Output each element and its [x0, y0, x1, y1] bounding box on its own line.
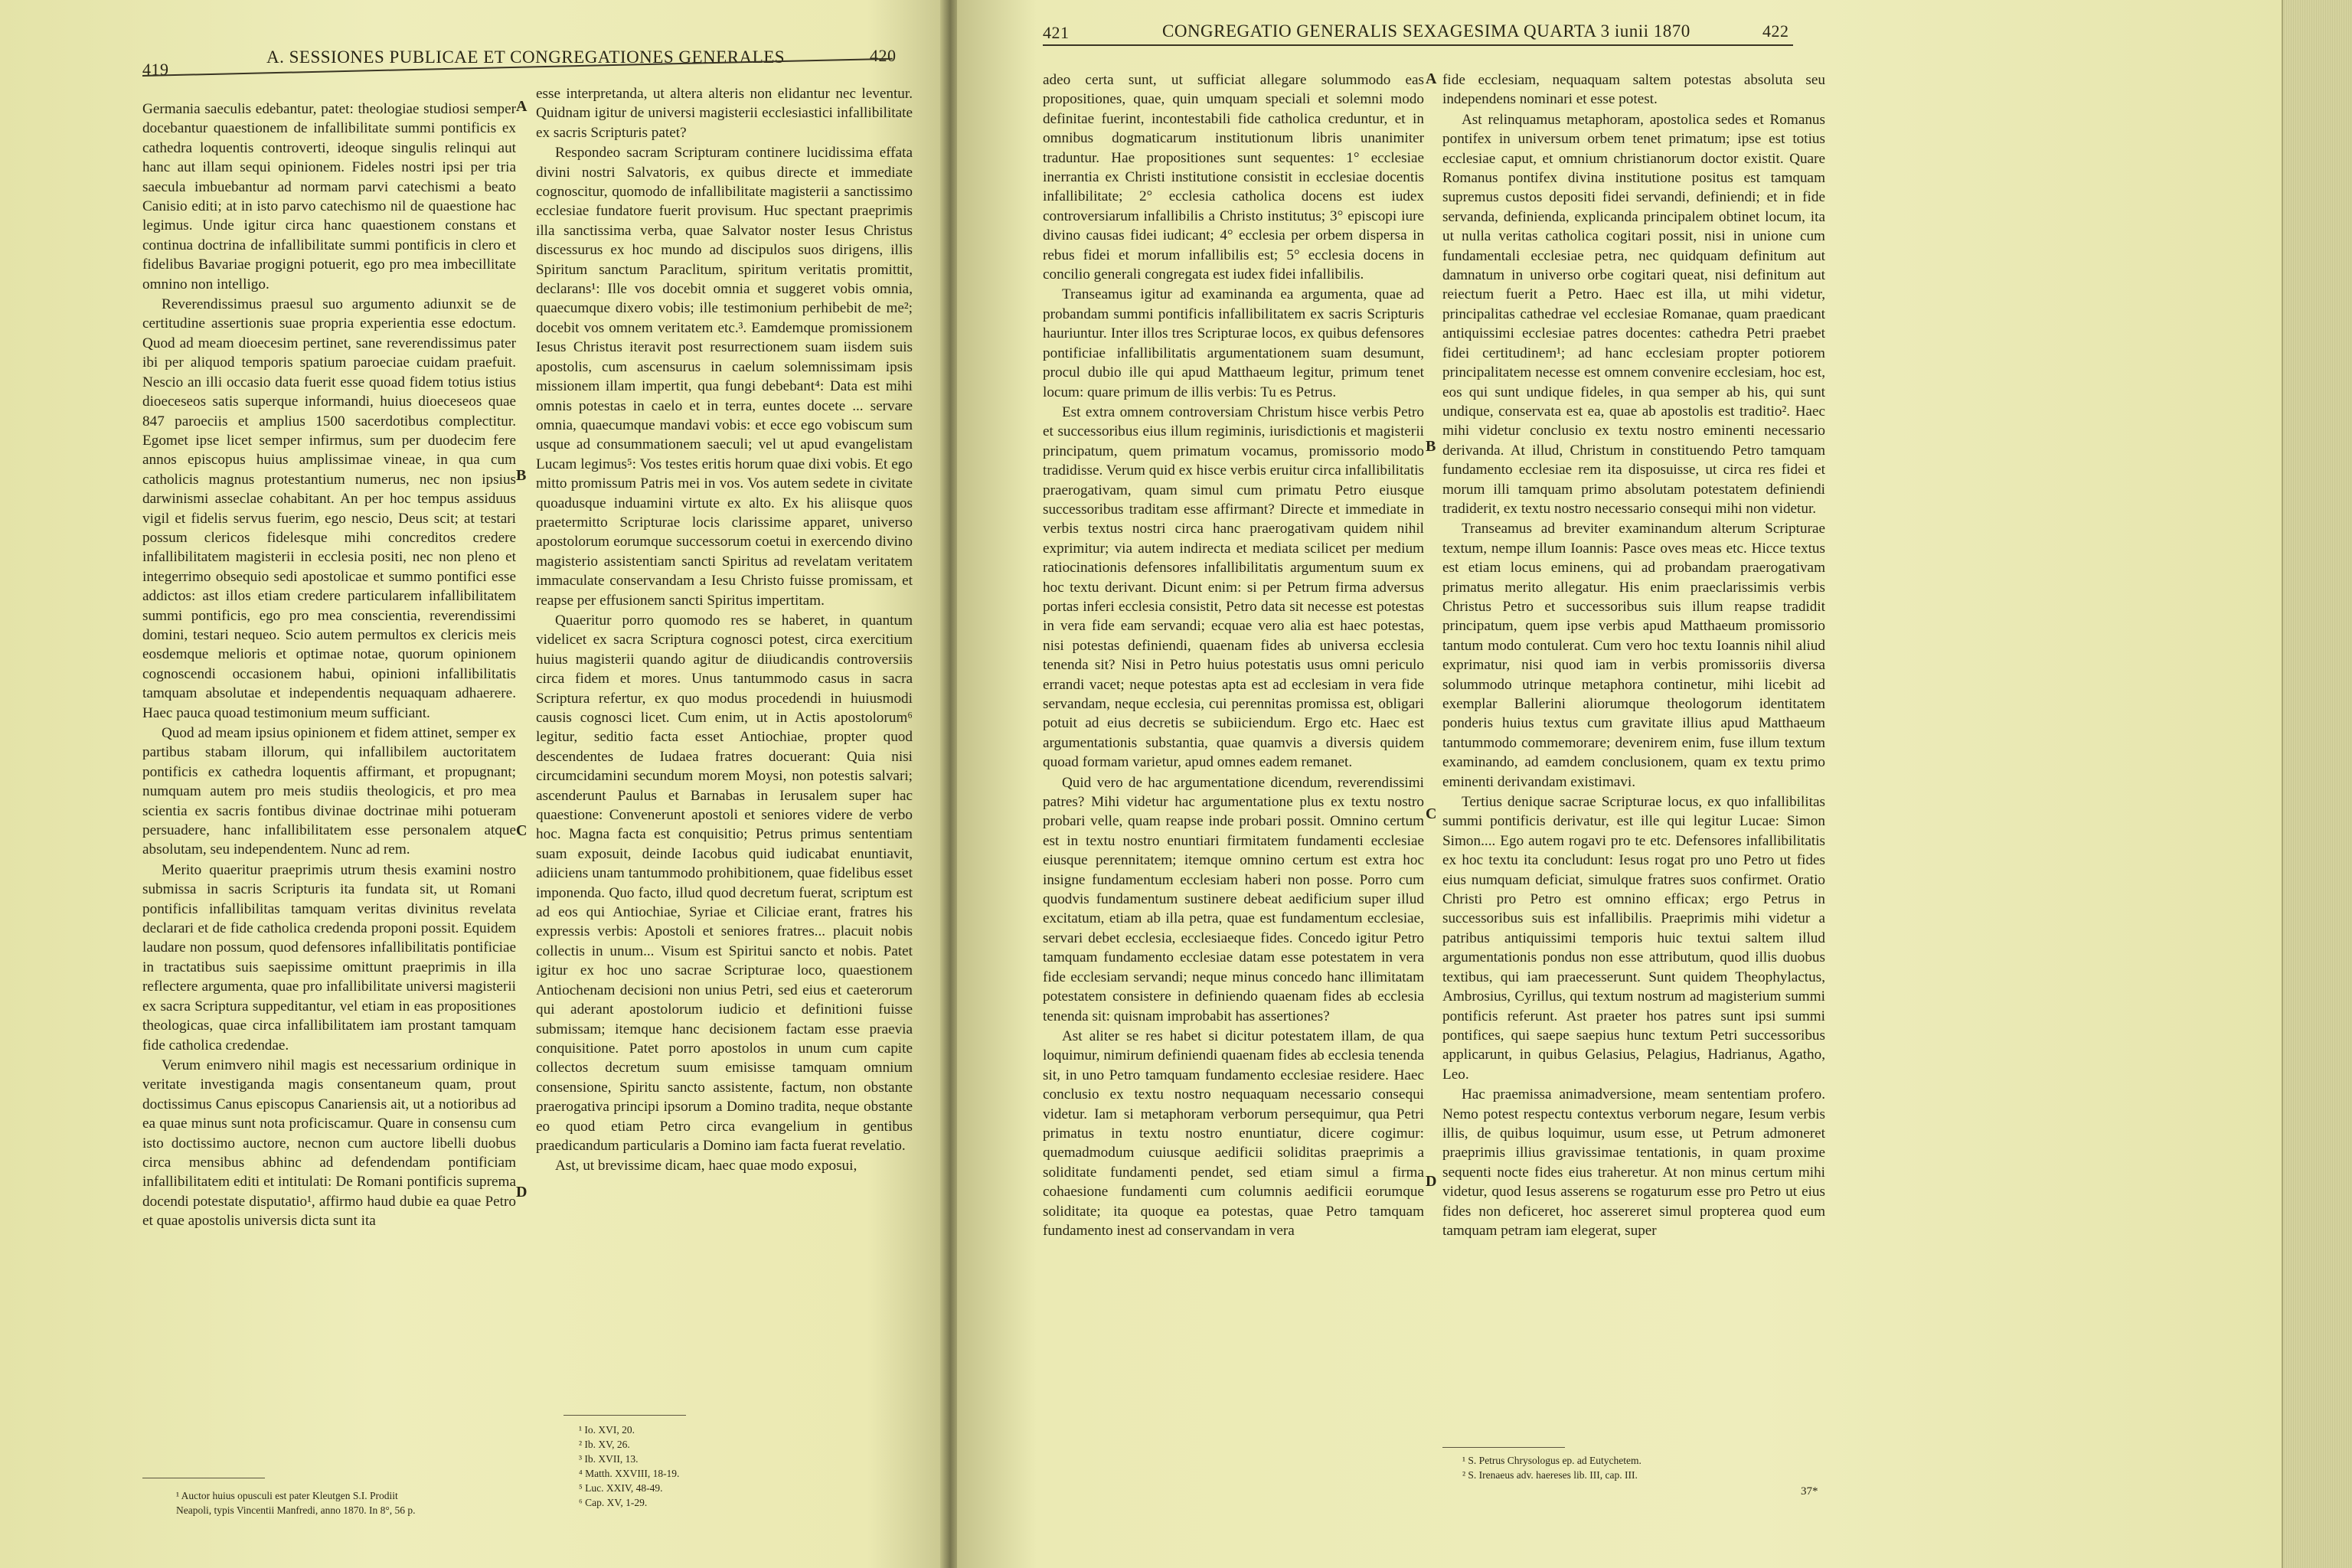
paragraph: esse interpretanda, ut altera alteris non elidantur nec leventur. Quidnam igitur de universi magisterii ecclesiastici infallibilitate ex sacris Scripturis patet? — [536, 86, 913, 141]
signature-mark: 37* — [1801, 1485, 1818, 1498]
paragraph: Reverendissimus praesul suo argumento adiunxit se de certitudine assertionis suae propria experientia esse edoctum. Quod ad meam dioecesim pertinet, sane reverendissimus pater ibi per aliquod temporis spatium paroeciae cuidam praefuit. Nescio an illi occasio data fuerit esse quoad fidem totius istius dioeceseos satis superque informandi, huius dioeceseos quae 847 paroeciis et amplius 1500 sacerdotibus complectitur. Egomet ipse licet semper infirmus, sum per duodecim fere annos episcopus huius amplissimae vineae, in qua cum catholicis magnus protestantium numerus, nec non ipsius darwinismi asseclae cohabitant. An per hoc tempus assiduus vigil et fidelis servus fuerim, ego nescio, Deus scit; at testari possum clericos fidelesque mihi concreditos credere infallibilitatem magisterii in ecclesia positi, nec non pleno et integerrimo obsequio sedi apostolicae et summo pontifici esse addictos: ast illos etiam credere particularem infallibilitatem summi pontificis, ego pro mea conscientia, reverendissimi domini, testari nequeo. Scio autem permultos ex clericis meis eosdemque melioris et optimae notae, quorum opinionem cognoscendi occasionem habui, opinioni infallibilitatis tamquam absolutae et independentis nequaquam adhaerere. Haec pauca quoad testimonium meum sufficiant. — [142, 296, 516, 721]
paragraph: Verum enimvero nihil magis est necessarium ordinique in veritate investiganda magis consentaneum quam, prout doctissimus Canus episcopus Canariensis ait, ut a notioribus ad ea quae minus sunt nota proficiscamur. Quare in consensu cum isto doctissimo auctore, necnon cum auctore libelli duobus circa mensibus abhinc ad defendendam pontificiam infallibilitatem editi et intitulati: De Romani pontificis suprema docendi potestate disputatio¹, affirmo haud dubie ea quae Petro et quae apostolis universis dicta sunt ita — [142, 1057, 516, 1230]
text-column-1 — [142, 100, 516, 1462]
paragraph: Ast aliter se res habet si dicitur potestatem illam, de qua loquimur, nimirum definiendi quaenam fides ab ecclesia tenenda sit, in uno Petro tamquam fundamento ecclesiae residere. Haec conclusio ex textu nostro nequaquam necessario consequi videtur. Iam si metaphoram verborum persequimur, qua Petri primatus in textu nostro enuntiatur, dicere cogimur: quemadmodum cuiusque aedificii soliditas praeprimis a soliditate fundamenti pendet, sed etiam simul a firma cohaesione fundamenti cum columnis aedificii eorumque soliditate; ita quoque ea potestas, quae Petro tamquam fundamento inest ad conservandam in vera — [1043, 1027, 1424, 1239]
page-number-421: 421 — [1043, 23, 1070, 42]
paragraph: Ast relinquamus metaphoram, apostolica sedes et Romanus pontifex in universum orbem tenet primatum; ipse est totius ecclesiae caput, et omnium christianorum doctor existit. Quare Romanus pontifex divina institutione positus est tamquam supremus custos depositi fidei servandi, definiendi; et in fide servanda, definienda, explicanda principalem obtinet locum, ita ut nulla veritas catholica cogitari possit, nisi in unione cum fundamentali ecclesiae petra, nec quidquam definitum aut damnatum in universo orbe cogitari queat, nisi definitum aut reiectum fuerit a Petro. Haec est illa, ut mihi videtur, principalitas cathedrae vel ecclesiae Romanae, quam praedicant antiquissimi ecclesiae patres docentes: cathedra Petri praebet fidei certitudinem¹; ad hanc ecclesiam propter potiorem principalitatem necesse est omnem convenire ecclesiam, hoc est, eos qui sunt undique fideles, in qua semper ab his, qui sunt undique, conservata est ea, quae ab apostolis est traditio². Haec mihi videtur conclusio ex textu nostro eminenti necessario derivanda. At illud, Christum in constituendo Petro tamquam fundamento ecclesiae rem ita disposuisse, ut circa res fidei et morum illi tamquam primo absolutam potestatem definiendi tradiderit, ex textu nostro necessario consequi mihi non videtur. — [1442, 111, 1825, 517]
page-edges — [2282, 0, 2352, 1568]
footnote-line: ¹ Auctor huius opusculi est pater Kleutgen S.I. Prodiit — [176, 1490, 398, 1501]
footnote-rule-col2 — [564, 1415, 686, 1416]
paragraph: Quaeritur porro quomodo res se haberet, in quantum videlicet ex sacra Scriptura cognosci potest, circa exercitium huius magisterii quando agitur de diiudicandis controversiis circa fidem et mores. Unus tantummodo casus in sacra Scriptura refertur, ex quo modus procedendi in huiusmodi causis cognosci licet. Cum enim, ut in Actis apostolorum⁶ legitur, seditio facta esset Antiochiae, propter quod descendentes de Iudaea fratres docuerant: Quia nisi circumcidamini secundum morem Moysi, non potestis salvari; ascenderunt Paulus et Barnabas in Ierusalem super hac quaestione: Convenerunt apostoli et seniores videre de verbo hoc. Magna facta est conquisitio; Petrus primus sententiam suam exposuit, deinde Iacobus quid iudicabat enuntiavit, adiiciens unam tantummodo prohibitionem, quae fidelibus esset imponenda. Quo facto, illud quod decretum fuerat, scriptum est ad eos qui Antiochiae, Syriae et Ciliciae erant, fratres his expressis verbis: Apostoli et seniores fratres... placuit nobis collectis in unum... Visum est Spiritui sancto et nobis. Patet igitur ex hoc uno sacrae Scripturae loco, quaestionem Antiochenam decisioni non unius Petri, sed eius et caeterorum qui aderant apostolorum iudicio et definitioni fuisse submissam; itemque hanc decisionem factam esse praevia conquisitione. Patet porro apostolos in unum cum capite collectos decretum suum emisisse tamquam omnium consensione, Spiritu sancto assistente, factum, non obstante praerogativa principi ipsorum a Domino tradita, neque obstante eo quod etiam Petro circa evangelium in gentibus praedicandum particularis a Domino iam facta fuerat revelatio. — [536, 612, 913, 1154]
running-head-right: CONGREGATIO GENERALIS SEXAGESIMA QUARTA 3 iunii 1870 — [1162, 21, 1690, 41]
paragraph: Merito quaeritur praeprimis utrum thesis examini nostro submissa in sacris Scripturis ita fundata sit, ut Romani pontificis infallibilitas tamquam veritas divinitus revelata declarari et de fide catholica credenda proponi possit. Equidem laudare non possum, quod defensores infallibilitatis pontificiae in tractatibus suis saepissime omittunt praeprimis in illa reflectere argumenta, quae pro infallibilitate universi magisterii ex sacra Scriptura suppeditantur, vel etiam in eas propositiones theologicas, quae circa infallibilitatem iam prostant tamquam fide catholica credendae. — [142, 861, 516, 1054]
section-marker-d: D — [1426, 1173, 1437, 1190]
section-marker-b: B — [1426, 438, 1436, 455]
header-rule-right — [1043, 44, 1793, 46]
footnote-line: ¹ S. Petrus Chrysologus ep. ad Eutychetem. — [1462, 1455, 1642, 1466]
section-marker-b: B — [516, 467, 527, 484]
paragraph: fide ecclesiam, nequaquam saltem potestas absoluta seu independens nominari et esse potest. — [1442, 72, 1825, 108]
section-marker-d: D — [516, 1184, 528, 1200]
section-marker-c: C — [516, 822, 528, 839]
paragraph: Quod ad meam ipsius opinionem et fidem attinet, semper ex partibus stabam illorum, qui infallibilem auctoritatem pontificis ex cathedra loquentis affirmant, et propugnant; numquam autem pro meis studiis theologicis, et pro mea scientia ex sacris fontibus divinae doctrinae mihi potueram persuadere, hanc infallibilitatem esse personalem atque absolutam, seu independentem. Nunc ad rem. — [142, 725, 516, 858]
section-marker-c: C — [1426, 805, 1437, 822]
left-page — [0, 0, 943, 1568]
right-page — [957, 0, 2282, 1568]
paragraph: Est extra omnem controversiam Christum hisce verbis Petro et successoribus eius illum regiminis, iurisdictionis et magisterii principatum, quem primatum vocamus, promissorio modo tradidisse. Verum quid ex hisce verbis eruitur circa infallibilitatis praerogativam, quam simul cum primatu Petro eiusque successoribus traditam esse affirmant? Directe et immediate in verbis textus nostri circa hanc praerogativam quidem nihil exprimitur; via autem indirecta et mediata scilicet per medium ratiocinationis defensores infallibilitatis argumentum suum ex hoc textu derivant. Dicunt enim: si per Petrum firma adversus portas inferi ecclesia consistit, Petro data sit necesse est potestas in vera fide eam servandi; ecquae vero alia est haec potestas, nisi potestas definiendi, quaenam fides ab universa ecclesia tenenda sit? Nisi in Petro huius potestatis usus omni periculo errandi vacet; neque potestas apta est ad ecclesiam in vera fide servandam, neque ecclesia, cui perennitas promissa est, obligari potuit ad eius decretis se subiiciendum. Ergo etc. Haec est argumentationis substantia, quae quamvis a diversis quidem quoad formam varietur, apud omnes eadem remanet. — [1043, 403, 1424, 771]
footnote-col1 — [176, 1488, 416, 1517]
footnote-line: ¹ Io. XVI, 20. — [579, 1424, 635, 1436]
footnote-line: ⁵ Luc. XXIV, 48-49. — [579, 1482, 663, 1494]
page-number-419: 419 — [142, 60, 169, 79]
footnote-rule-right — [1442, 1447, 1565, 1448]
footnote-line: ⁴ Matth. XXVIII, 18-19. — [579, 1468, 680, 1479]
paragraph: Quid vero de hac argumentatione dicendum, reverendissimi patres? Mihi videtur hac argumentatione plus ex textu nostro probari velle, quam reapse inde probari possit. Omnino certum est in textu nostro enuntiari firmitatem fundamenti ecclesiae eiusque perennitatem; itemque omnino certum est extra hoc insigne fundamentum ecclesiam haberi non posse. Porro cum quodvis fundamentum sustinere debeat aedificium super illud excitatum, etiam ab illa petra, quae est fundamentum ecclesiae, servari debet ecclesia, ecclesiaeque fides. Concedo igitur Petro tamquam fundamento ecclesiae datam esse potestatem in vera fide ecclesiam servandi; neque minus concedo hanc illimitatam potestatem consistere in definiendo quaenam fides ab ecclesia tenenda sit: quisnam improbabit has assertiones? — [1043, 774, 1424, 1024]
footnote-line: ⁶ Cap. XV, 1-29. — [579, 1497, 648, 1508]
paragraph: Germania saeculis edebantur, patet: theologiae studiosi semper docebantur quaestionem de infallibilitate summi pontificis ex cathedra loquentis controverti, ideoque singulis relinqui aut hanc aut illam sequi opinionem. Fideles nostri ipsi per tria saecula imbuebantur ad normam parvi catechismi a beato Canisio editi; at in isto parvo catechismo nil de quaestione hac legimus. Unde igitur circa hanc quaestionem constans et continua doctrina de infallibilitate summi pontificis in clero et fidelibus Bavariae progigni potuerit, ego pro mea imbecillitate omnino non intelligo. — [142, 101, 516, 292]
running-head-left: A. SESSIONES PUBLICAE ET CONGREGATIONES GENERALES — [266, 47, 786, 67]
footnote-col2 — [579, 1423, 679, 1510]
footnote-line: ² Ib. XV, 26. — [579, 1439, 630, 1450]
paragraph: Transeamus ad breviter examinandum alterum Scripturae textum, nempe illum Ioannis: Pasce oves meas etc. Hicce textus est etiam locus eminens, qui ad probandam praerogativam primatus merito allegatur. His enim praeclarissimis verbis Christus Petro et successoribus suis illum reapse tradidit principatum, quem ipse verbis apud Matthaeum promissorio tantum modo contulerat. Cum vero hoc textu Ioannis nihil aliud exprimatur, nisi quod iam in verbis promissoriis diversa solummodo utrinque metaphora continetur, mihi licebit ad exemplar Ballerini aliorumque theologorum identitatem ponderis huius textus cum gravitate illius apud Matthaeum tantummodo commemorare; devenirem enim, fuse illum textum examinando, ad eamdem conclusionem, quam ex textu primo eminenti derivandam existimavi. — [1442, 521, 1825, 790]
paragraph: Hac praemissa animadversione, meam sententiam profero. Nemo potest respectu contextus verborum negare, Iesum verbis illis, de quibus loquimur, usum esse, ut Petrum admoneret praeprimis illius gravissimae tentationis, in quam proxime sequenti nocte fides eius traheretur. At non minus certum mihi videtur, quod Iesus asserens se rogaturum esse pro Petro ut eius fides non deficeret, hoc assereret simul propterea quod eum tamquam petram iam elegerat, super — [1442, 1086, 1825, 1239]
paragraph: Transeamus igitur ad examinanda ea argumenta, quae ad probandam summi pontificis infallibilitatem ex sacris Scripturis hauriuntur. Inter illos tres Scripturae locos, ex quibus defensores pontificiae infallibilitatis argumentationem suam desumunt, procul dubio ille qui apud Matthaeum legitur, primum tenet locum: quare primum de illis verbis: Tu es Petrus. — [1043, 286, 1424, 400]
section-marker-a: A — [1426, 70, 1437, 87]
text-column-2 — [536, 84, 913, 1447]
page-number-422: 422 — [1762, 21, 1789, 41]
footnote-line: ³ Ib. XVII, 13. — [579, 1453, 639, 1465]
paragraph: adeo certa sunt, ut sufficiat allegare solummodo eas propositiones, quae, quin umquam speciali et solemni modo definitae fuerint, incontestabili fide catholica creduntur, et in omnibus dogmaticarum institutionum libris unanimiter traduntur. Hae propositiones sunt sequentes: 1° ecclesiae inerrantia ex Christi institutione consistit in ecclesiae docentis infallibilitate; 2° ecclesia catholica docens est iudex controversiarum infallibilis a Christo institutus; 3° episcopi iure divino causas fidei iudicant; 4° ecclesia per orbem dispersa in rebus fidei et morum infallibilis est; 5° ecclesia docens in concilio generali congregata est iudex fidei infallibilis. — [1043, 72, 1424, 283]
text-column-1 — [1043, 70, 1424, 1483]
section-marker-a: A — [516, 98, 528, 115]
page-number-420: 420 — [870, 46, 897, 65]
paragraph: Tertius denique sacrae Scripturae locus, ex quo infallibilitas summi pontificis derivatur, est ille qui legitur Lucae: Simon Simon.... Ego autem rogavi pro te etc. Defensores infallibilitatis ex hoc textu ita concludunt: Iesus rogat pro uno Petro ut fides eius numquam deficiat, simulque fratres suos confirmet. Oratio Christi pro Petro est omnino efficax; ergo Petrus in successoribus suis est infallibilis. Praeprimis mihi videtur a patribus antiquissimi temporis huic textui saltem illud argumentationis pondus non esse attributum, quod illis duobus textibus, qui iam praecesserunt. Sunt quidem Theophylactus, Ambrosius, Cyrillus, qui textum nostrum ad magisterium summi pontificis referunt. Ast praeter hos patres sunt ipsi summi pontifices, qui saepe saepius hunc textum Petri successoribus applicarunt, in quibus Gelasius, Pelagius, Hadrianus, Agatho, Leo. — [1442, 794, 1825, 1083]
paragraph: Respondeo sacram Scripturam continere lucidissima effata divini nostri Salvatoris, ex quibus directe et immediate cognoscitur, quomodo de infallibilitate magisterii a sanctissimo ecclesiae fundatore fuerit provisum. Huc spectant praeprimis illa sanctissima verba, quae Salvator noster Iesus Christus discessurus ex hoc mundo ad discipulos suos dirigens, illis Spiritum sanctum Paraclitum, spiritum veritatis promittit, declarans¹: Ille vos docebit omnia et suggeret vobis omnia, quaecumque dixero vobis; ille testimonium perhibebit de me²; docebit vos omnem veritatem etc.³. Eamdemque promissionem Iesus Christus iteravit post resurrectionem suam iisdem suis apostolis, cum ascensurus in caelum solemnissimam ipsis missionem illam impertit, qua fungi debebant⁴: Data est mihi omnis potestas in caelo et in terra, euntes docete ... servare omnia, quaecumque mandavi vobis: et ecce ego vobiscum sum usque ad consummationem saeculi; vel ut apud evangelistam Lucam legimus⁵: Vos testes eritis horum quae dixi vobis. Et ego mitto promissum Patris mei in vos. Vos autem sedete in civitate quoadusque induamini virtute ex alto. Ex his aliisque quos praetermitto Scripturae locis clarissime apparet, universo apostolorum eorumque successorum coetui in exercendo divino magisterio assistentiam sancti Spiritus ad revelatam veritatem immaculate conservandam a Iesu Christo fuisse promissam, et reapse per effusionem sancti Spiritus impertitam. — [536, 145, 913, 609]
paragraph: Ast, ut brevissime dicam, haec quae modo exposui, — [554, 1158, 858, 1174]
footnote-right — [1462, 1453, 1642, 1482]
text-column-2 — [1442, 70, 1825, 1441]
footnote-line: ² S. Irenaeus adv. haereses lib. III, cap. III. — [1462, 1469, 1638, 1481]
footnote-line: Neapoli, typis Vincentii Manfredi, anno 1870. In 8°, 56 p. — [176, 1504, 416, 1516]
